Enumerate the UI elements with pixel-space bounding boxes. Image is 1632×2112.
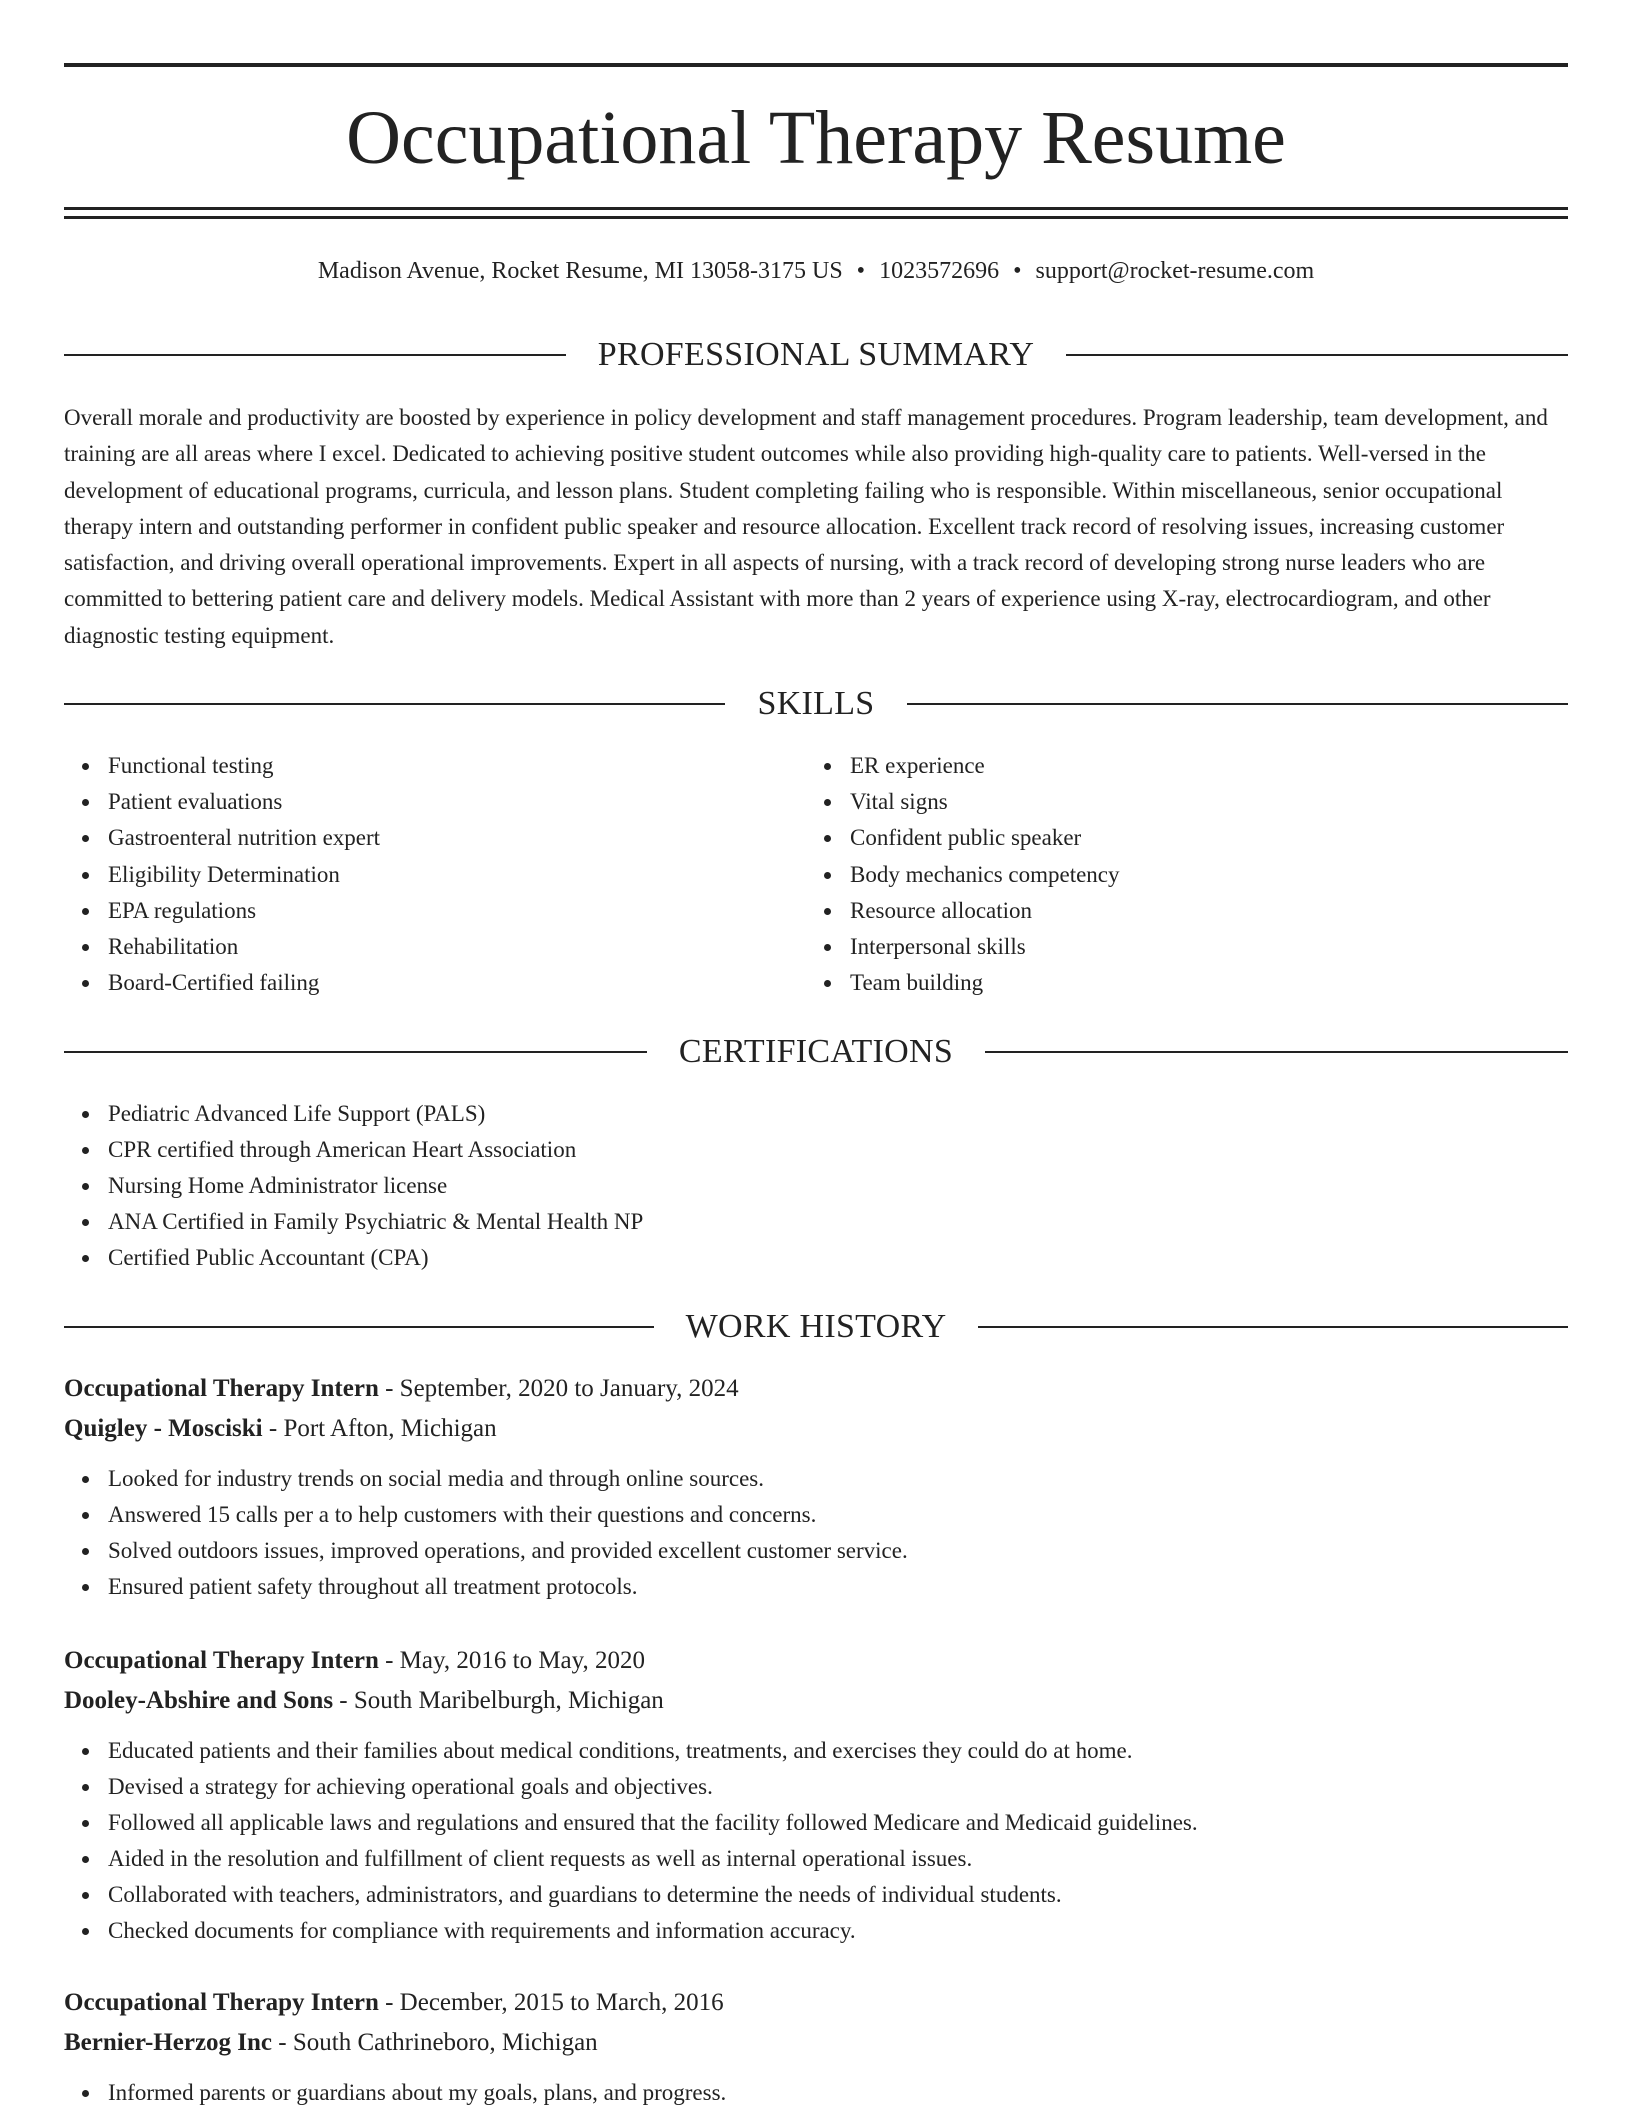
title-rule-upper: [64, 207, 1568, 210]
dash: -: [272, 2029, 293, 2056]
job-entry: [64, 1369, 1568, 1605]
job-duty-item: Educated patients and their families about medical conditions, treatments, and exercises they could do at home.: [108, 1733, 1568, 1769]
skills-heading-label: SKILLS: [757, 685, 875, 722]
job-duties-list: [64, 1461, 1568, 1605]
job-duty-item: Devised a strategy for achieving operational goals and objectives.: [108, 1769, 1568, 1805]
heading-rule: [985, 1051, 1568, 1053]
skill-item: EPA regulations: [108, 893, 804, 929]
work-heading-label: WORK HISTORY: [685, 1308, 947, 1345]
skills-right-list: [806, 748, 1546, 1001]
job-duty-item: Ensured patient safety throughout all treatment protocols.: [108, 1569, 1568, 1605]
heading-rule: [64, 354, 566, 356]
job-duty-item: Aided in the resolution and fulfillment of client requests as well as internal operational issues.: [108, 1841, 1568, 1877]
skill-item: Board-Certified failing: [108, 965, 804, 1001]
summary-heading: [64, 335, 1568, 375]
heading-rule: [64, 1326, 654, 1328]
job-company-line: [64, 1409, 1568, 1449]
job-location: South Cathrineboro, Michigan: [292, 2029, 598, 2056]
skills-heading: [64, 684, 1568, 724]
job-duty-item: Checked documents for compliance with requirements and information accuracy.: [108, 1913, 1568, 1949]
certifications-list: [64, 1096, 1568, 1276]
job-dates: May, 2016 to May, 2020: [399, 1647, 646, 1674]
skill-item: Resource allocation: [850, 893, 1546, 929]
job-title: Occupational Therapy Intern: [64, 1375, 379, 1402]
job-title-line: [64, 1983, 1568, 2023]
certification-item: Certified Public Accountant (CPA): [108, 1240, 1568, 1276]
skills-left-list: [64, 748, 804, 1001]
title-rule-lower: [64, 216, 1568, 219]
dash: -: [378, 1989, 400, 2016]
summary-heading-label: PROFESSIONAL SUMMARY: [597, 336, 1035, 373]
contact-line: [64, 254, 1568, 288]
job-duties-list: [64, 2075, 1568, 2111]
skill-item: Team building: [850, 965, 1546, 1001]
job-duty-item: Answered 15 calls per a to help customers with their questions and concerns.: [108, 1497, 1568, 1533]
dash: -: [378, 1375, 400, 1402]
job-duty-item: Collaborated with teachers, administrators, and guardians to determine the needs of individual students.: [108, 1877, 1568, 1913]
certification-item: Pediatric Advanced Life Support (PALS): [108, 1096, 1568, 1132]
job-title-line: [64, 1369, 1568, 1409]
job-company-line: [64, 1681, 1568, 1721]
certifications-heading: [64, 1032, 1568, 1072]
summary-text: Overall morale and productivity are boosted by experience in policy development and staff management procedures. Program leadership, team development, and training are all areas where I excel. Dedicated to achieving positive student outcomes while also providing high-quality care to patients. Well-versed in the development of educational programs, curricula, and lesson plans. Student completing failing who is responsible. Within miscellaneous, senior occupational therapy intern and outstanding performer in confident public speaker and resource allocation. Excellent track record of resolving issues, increasing customer satisfaction, and driving overall operational improvements. Expert in all aspects of nursing, with a track record of developing strong nurse leaders who are committed to bettering patient care and delivery models. Medical Assistant with more than 2 years of experience using X-ray, electrocardiogram, and other diagnostic testing equipment.: [64, 405, 1548, 648]
certifications-block: [64, 1096, 1568, 1276]
job-dates: December, 2015 to March, 2016: [399, 1989, 724, 2016]
job-entry: [64, 1983, 1568, 2111]
skill-item: Functional testing: [108, 748, 804, 784]
page-title: Occupational Therapy Resume: [346, 96, 1286, 180]
job-duties-list: [64, 1733, 1568, 1949]
certifications-heading-label: CERTIFICATIONS: [678, 1033, 954, 1070]
certification-item: CPR certified through American Heart Association: [108, 1132, 1568, 1168]
skill-item: Interpersonal skills: [850, 929, 1546, 965]
dash: -: [262, 1415, 284, 1442]
job-company: Dooley-Abshire and Sons: [64, 1687, 334, 1714]
job-duty-item: Looked for industry trends on social media and through online sources.: [108, 1461, 1568, 1497]
contact-address: Madison Avenue, Rocket Resume, MI 13058-3175 US: [317, 258, 843, 284]
skill-item: Gastroenteral nutrition expert: [108, 820, 804, 856]
job-duty-item: Followed all applicable laws and regulations and ensured that the facility followed Medicare and Medicaid guidelines.: [108, 1805, 1568, 1841]
skills-right-column: [806, 748, 1546, 1001]
job-location: South Maribelburgh, Michigan: [353, 1687, 664, 1714]
dash: -: [333, 1687, 354, 1714]
heading-rule: [64, 703, 725, 705]
job-title-line: [64, 1641, 1568, 1681]
contact-separator: •: [1013, 258, 1022, 284]
contact-phone: 1023572696: [879, 258, 1000, 284]
job-title: Occupational Therapy Intern: [64, 1989, 379, 2016]
certification-item: Nursing Home Administrator license: [108, 1168, 1568, 1204]
job-entry: [64, 1641, 1568, 1949]
job-company: Bernier-Herzog Inc: [64, 2029, 273, 2056]
job-company-line: [64, 2023, 1568, 2063]
job-company: Quigley - Mosciski: [64, 1415, 263, 1442]
job-title: Occupational Therapy Intern: [64, 1647, 379, 1674]
certification-item: ANA Certified in Family Psychiatric & Mental Health NP: [108, 1204, 1568, 1240]
job-duty-item: Informed parents or guardians about my goals, plans, and progress.: [108, 2075, 1568, 2111]
skills-left-column: [64, 748, 804, 1001]
skill-item: Rehabilitation: [108, 929, 804, 965]
heading-rule: [64, 1051, 647, 1053]
contact-separator: •: [856, 258, 866, 284]
heading-rule: [1066, 354, 1568, 356]
skill-item: Vital signs: [850, 784, 1546, 820]
job-duty-item: Solved outdoors issues, improved operations, and provided excellent customer service.: [108, 1533, 1568, 1569]
job-location: Port Afton, Michigan: [283, 1415, 497, 1442]
contact-email: support@rocket-resume.com: [1035, 258, 1315, 284]
skill-item: ER experience: [850, 748, 1546, 784]
work-heading: [64, 1307, 1568, 1347]
skill-item: Confident public speaker: [850, 820, 1546, 856]
top-rule: [64, 63, 1568, 67]
heading-rule: [978, 1326, 1568, 1328]
heading-rule: [907, 703, 1568, 705]
skill-item: Body mechanics competency: [850, 857, 1546, 893]
skill-item: Eligibility Determination: [108, 857, 804, 893]
skill-item: Patient evaluations: [108, 784, 804, 820]
dash: -: [378, 1647, 400, 1674]
job-dates: September, 2020 to January, 2024: [399, 1375, 739, 1402]
